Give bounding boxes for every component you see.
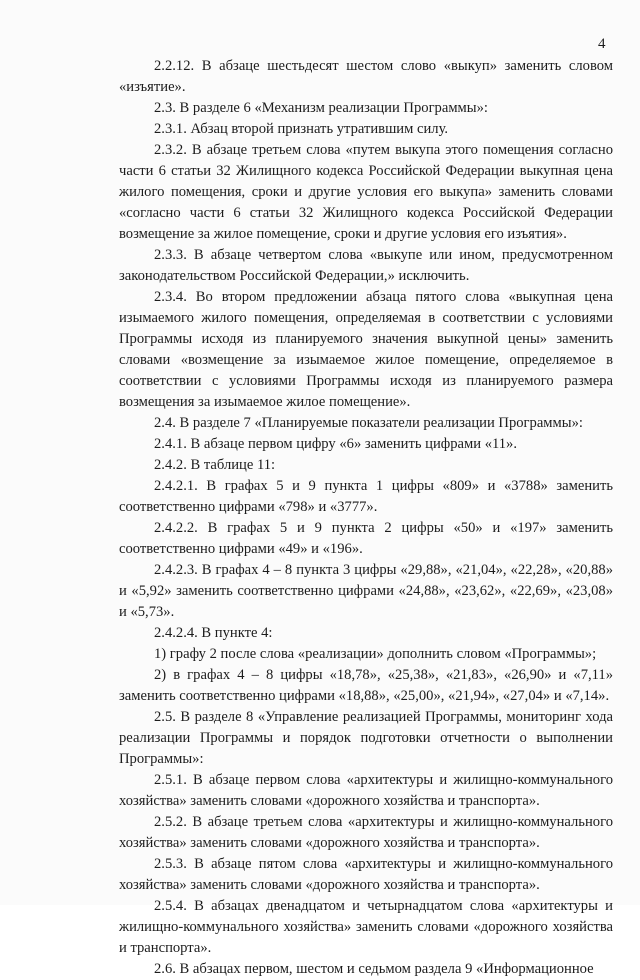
paragraph: 2.3.4. Во втором предложении абзаца пятого слова «выкупная цена изымаемого жилого помещения, определяемая в соответствии с условиями Программы исходя из планируемого значения выкупной цены» заменить словами «возмещение за изымаемое жилое помещение, определяемое в соответствии с условиями Программы исходя из планируемого размера возмещения за изымаемое жилое помещение». [119,289,613,410]
paragraph: 2.4.1. В абзаце первом цифру «6» заменить цифрами «11». [154,436,517,452]
page-number: 4 [598,36,606,52]
paragraph: 2.4.2.1. В графах 5 и 9 пункта 1 цифры «809» и «3788» заменить соответственно цифрами «798» и «3777». [119,478,613,515]
paragraph: 2.6. В абзацах первом, шестом и седьмом раздела 9 «Информационное [154,961,594,977]
paragraph: 2.4.2.3. В графах 4 – 8 пункта 3 цифры «29,88», «21,04», «22,28», «20,88» и «5,92» заменить соответственно цифрами «24,88», «23,62», «22,69», «23,08» и «5,73». [119,562,613,620]
paragraph: 2.4.2.4. В пункте 4: [154,625,273,641]
paragraph: 2.5. В разделе 8 «Управление реализацией Программы, мониторинг хода реализации Программы и порядок подготовки отчетности о выполнении Программы»: [119,709,613,767]
paragraph: 2.4. В разделе 7 «Планируемые показатели реализации Программы»: [154,415,583,431]
paragraph: 2.2.12. В абзаце шестьдесят шестом слово «выкуп» заменить словом «изъятие». [119,58,613,95]
document-body [119,56,613,980]
paragraph: 2.3.1. Абзац второй признать утратившим силу. [154,121,449,137]
paragraph: 2.5.1. В абзаце первом слова «архитектуры и жилищно-коммунального хозяйства» заменить словами «дорожного хозяйства и транспорта». [119,772,613,809]
paragraph: 1) графу 2 после слова «реализации» дополнить словом «Программы»; [154,646,597,662]
paragraph: 2.3.2. В абзаце третьем слова «путем выкупа этого помещения согласно части 6 статьи 32 Жилищного кодекса Российской Федерации выкупная цена жилого помещения, сроки и другие условия его выкупа» заменить словами «согласно части 6 статьи 32 Жилищного кодекса Российской Федерации возмещение за жилое помещение, сроки и другие условия его изъятия». [119,142,613,242]
paragraph: 2.3.3. В абзаце четвертом слова «выкупе или ином, предусмотренном законодательством Российской Федерации,» исключить. [119,247,613,284]
paragraph: 2.5.4. В абзацах двенадцатом и четырнадцатом слова «архитектуры и жилищно-коммунального хозяйства» заменить словами «дорожного хозяйства и транспорта». [119,898,613,956]
paragraph: 2) в графах 4 – 8 цифры «18,78», «25,38», «21,83», «26,90» и «7,11» заменить соответственно цифрами «18,88», «25,00», «21,94», «27,04» и «7,14». [119,667,613,704]
paragraph: 2.5.3. В абзаце пятом слова «архитектуры и жилищно-коммунального хозяйства» заменить словами «дорожного хозяйства и транспорта». [119,856,613,893]
paragraph: 2.4.2. В таблице 11: [154,457,276,473]
paragraph: 2.4.2.2. В графах 5 и 9 пункта 2 цифры «50» и «197» заменить соответственно цифрами «49» и «196». [119,520,613,557]
paragraph: 2.5.2. В абзаце третьем слова «архитектуры и жилищно-коммунального хозяйства» заменить словами «дорожного хозяйства и транспорта». [119,814,613,851]
paragraph: 2.3. В разделе 6 «Механизм реализации Программы»: [154,100,488,116]
